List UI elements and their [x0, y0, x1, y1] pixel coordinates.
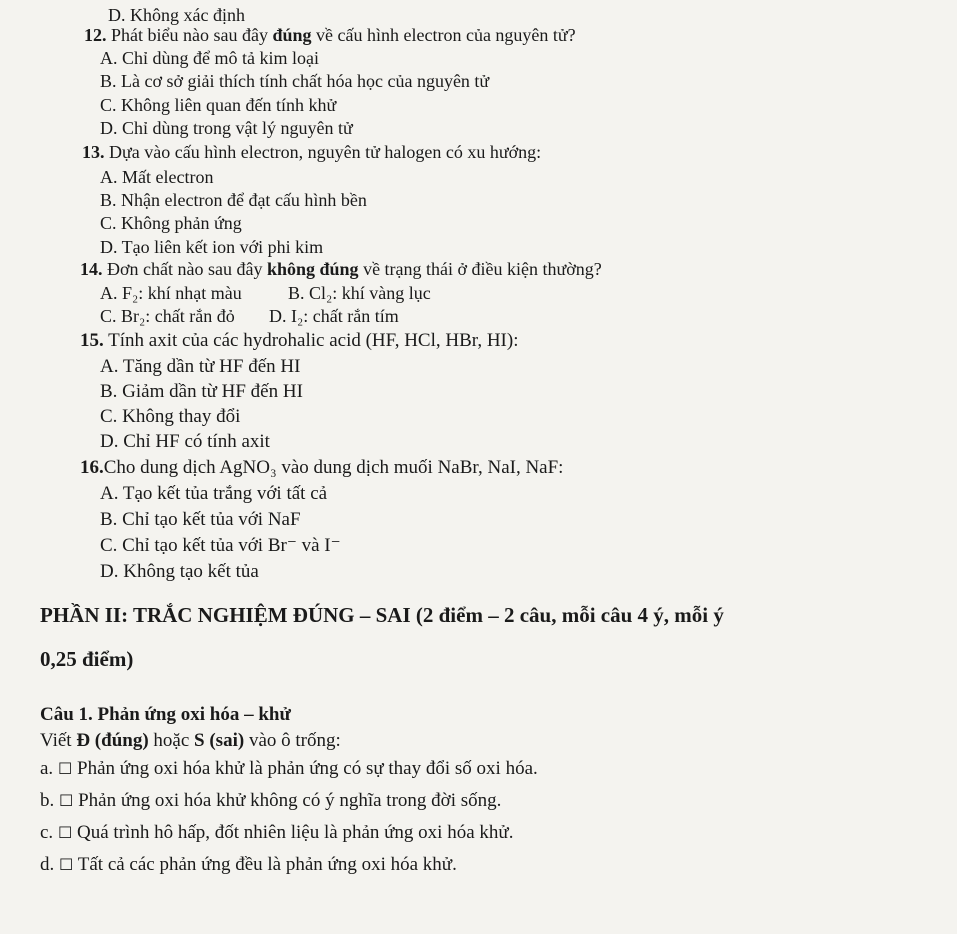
q16-option-c: C. Chỉ tạo kết tủa với Br⁻ và I⁻ — [100, 535, 341, 556]
q14-stem-post: về trạng thái ở điều kiện thường? — [358, 259, 602, 279]
q15-stem — [80, 330, 518, 352]
cau1-item-b — [40, 790, 501, 812]
instr-mid: hoặc — [148, 730, 195, 751]
q12-stem — [84, 24, 576, 46]
checkbox-d[interactable]: ☐ — [59, 855, 74, 874]
cau1-item-c — [40, 822, 513, 844]
q14-stem-bold: không đúng — [266, 259, 359, 279]
q13-option-c: C. Không phản ứng — [100, 213, 242, 233]
q15-number: 15. — [80, 330, 104, 351]
q16-stem — [80, 457, 563, 479]
q12-option-b: B. Là cơ sở giải thích tính chất hóa học của nguyên tử — [100, 71, 490, 91]
q16-number: 16. — [80, 457, 104, 478]
q12-number: 12. — [84, 25, 107, 45]
cau1-item-d — [40, 854, 457, 876]
cau1-instructions — [40, 730, 341, 752]
q12-stem-post: về cấu hình electron của nguyên tử? — [311, 25, 576, 45]
q15-option-d: D. Chỉ HF có tính axit — [100, 431, 270, 452]
q15-stem-text: Tính axit của các hydrohalic acid (HF, HCl, HBr, HI): — [103, 330, 519, 351]
q14-number: 14. — [80, 259, 103, 279]
q13-option-d: D. Tạo liên kết ion với phi kim — [100, 237, 324, 257]
q16-stem-text: Cho dung dịch AgNO₃ vào dung dịch muối NaBr, NaI, NaF: — [103, 457, 564, 478]
item-d-text: Tất cả các phản ứng đều là phản ứng oxi hóa khử. — [73, 854, 457, 875]
q12-option-c: C. Không liên quan đến tính khử — [100, 95, 337, 115]
checkbox-c[interactable]: ☐ — [57, 823, 73, 842]
q12-stem-pre: Phát biểu nào sau đây — [106, 25, 273, 45]
instr-d: Đ (đúng) — [76, 730, 149, 751]
q14-stem — [80, 258, 602, 280]
q14-option-a: A. F₂: khí nhạt màu — [100, 283, 242, 303]
q12-option-a: A. Chỉ dùng để mô tả kim loại — [100, 48, 319, 68]
checkbox-a[interactable]: ☐ — [57, 759, 73, 778]
q12-option-d: D. Chỉ dùng trong vật lý nguyên tử — [100, 118, 353, 138]
cau1-item-a — [40, 758, 538, 780]
item-d-label: d. — [40, 854, 55, 875]
item-a-label: a. — [40, 758, 54, 779]
q13-number: 13. — [82, 142, 105, 162]
q13-option-b: B. Nhận electron để đạt cấu hình bền — [100, 190, 367, 210]
q14-stem-pre: Đơn chất nào sau đây — [102, 259, 267, 279]
item-c-label: c. — [40, 822, 54, 843]
q16-option-b: B. Chỉ tạo kết tủa với NaF — [100, 509, 301, 530]
q15-option-a: A. Tăng dần từ HF đến HI — [100, 356, 301, 377]
q12-stem-bold: đúng — [272, 25, 312, 45]
q14-option-b: B. Cl₂: khí vàng lục — [288, 283, 431, 303]
q11-option-d: D. Không xác định — [108, 5, 245, 25]
item-a-text: Phản ứng oxi hóa khử là phản ứng có sự thay đổi số oxi hóa. — [72, 758, 538, 779]
part2-heading-line2: 0,25 điểm) — [40, 647, 134, 671]
q13-stem — [82, 141, 541, 163]
instr-pre: Viết — [40, 730, 77, 751]
q14-option-d: D. I₂: chất rắn tím — [269, 306, 399, 326]
part2-heading-line1: PHẦN II: TRẮC NGHIỆM ĐÚNG – SAI (2 điểm – 2 câu, mỗi câu 4 ý, mỗi ý — [40, 603, 724, 627]
q13-option-a: A. Mất electron — [100, 167, 214, 187]
item-b-label: b. — [40, 790, 55, 811]
checkbox-b[interactable]: ☐ — [59, 791, 74, 810]
q13-stem-text: Dựa vào cấu hình electron, nguyên tử halogen có xu hướng: — [104, 142, 542, 162]
item-b-text: Phản ứng oxi hóa khử không có ý nghĩa trong đời sống. — [73, 790, 502, 811]
instr-s: S (sai) — [194, 730, 245, 751]
instr-post: vào ô trống: — [244, 730, 341, 751]
item-c-text: Quá trình hô hấp, đốt nhiên liệu là phản ứng oxi hóa khử. — [72, 822, 514, 843]
q14-option-c: C. Br₂: chất rắn đỏ — [100, 306, 235, 326]
cau1-title: Câu 1. Phản ứng oxi hóa – khử — [40, 704, 291, 725]
q15-option-c: C. Không thay đổi — [100, 406, 241, 427]
q16-option-d: D. Không tạo kết tủa — [100, 561, 259, 582]
q16-option-a: A. Tạo kết tủa trắng với tất cả — [100, 483, 328, 504]
q15-option-b: B. Giảm dần từ HF đến HI — [100, 381, 303, 402]
